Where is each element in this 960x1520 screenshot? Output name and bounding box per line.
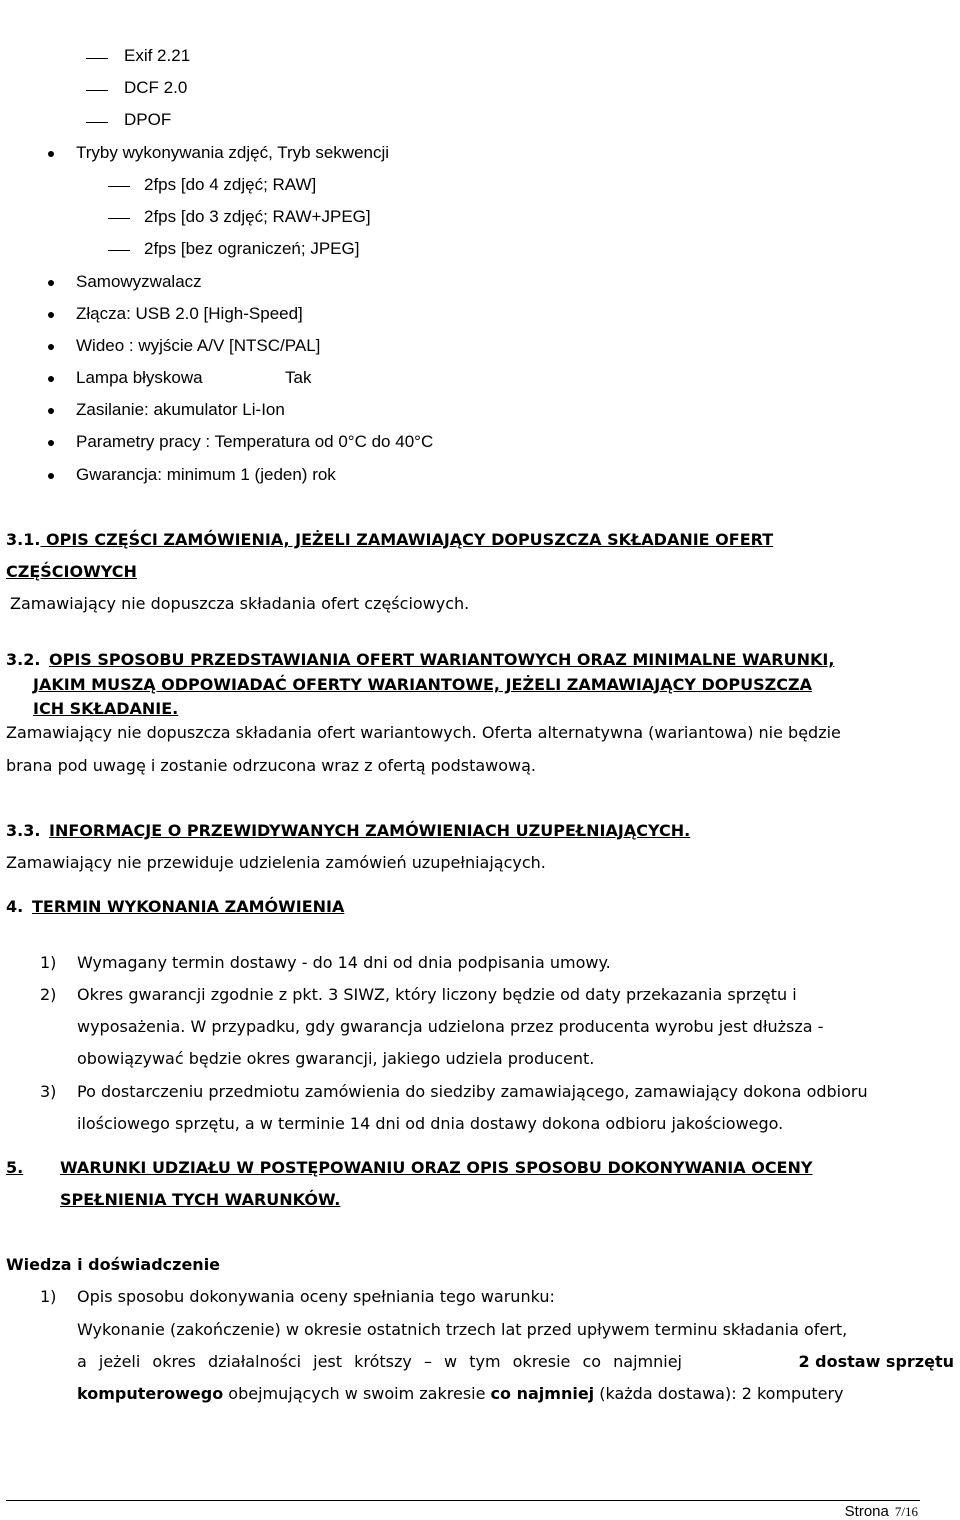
- list-item-line: obowiązywać będzie okres gwarancji, jakiego udziela producent.: [77, 1049, 595, 1068]
- section-number: 5.: [6, 1158, 24, 1177]
- section-title: INFORMACJE O PRZEWIDYWANYCH ZAMÓWIENIACH UZUPEŁNIAJĄCYCH.: [49, 821, 691, 840]
- section-title: WARUNKI UDZIAŁU W POSTĘPOWANIU ORAZ OPIS SPOSOBU DOKONYWANIA OCENY: [60, 1158, 813, 1177]
- emphasis-text: co najmniej: [490, 1384, 595, 1403]
- section-number: 3.1.: [6, 530, 41, 549]
- list-item-line: Po dostarczeniu przedmiotu zamówienia do siedziby zamawiającego, zamawiający dokona odbioru: [77, 1082, 868, 1101]
- list-item: Tryby wykonywania zdjęć, Tryb sekwencji: [76, 143, 390, 162]
- section-heading: [6, 530, 773, 550]
- bullet-marker: [48, 344, 54, 350]
- list-item: Gwarancja: minimum 1 (jeden) rok: [76, 465, 336, 484]
- paragraph-text: obejmujących w swoim zakresie: [228, 1384, 486, 1403]
- emphasis-text: 2 dostaw sprzętu: [798, 1352, 954, 1371]
- list-number: 2): [40, 985, 57, 1004]
- bullet-marker: [48, 440, 54, 446]
- bullet-marker: [48, 376, 54, 382]
- bullet-marker: [48, 408, 54, 414]
- section-title-continued: CZĘŚCIOWYCH: [6, 562, 137, 581]
- list-item: Złącza: USB 2.0 [High-Speed]: [76, 304, 303, 323]
- footer-rule: [6, 1500, 920, 1501]
- paragraph-line: [77, 1384, 954, 1404]
- footer-label: Strona: [844, 1503, 889, 1520]
- list-item: 2fps [bez ograniczeń; JPEG]: [144, 239, 360, 258]
- dash-marker: [108, 186, 130, 187]
- paragraph: Zamawiający nie dopuszcza składania ofert częściowych.: [10, 594, 470, 613]
- paragraph-text: Wykonanie (zakończenie) w okresie ostatnich trzech lat przed upływem terminu składania ofert,: [77, 1320, 848, 1339]
- section-title: OPIS CZĘŚCI ZAMÓWIENIA, JEŻELI ZAMAWIAJĄCY DOPUSZCZA SKŁADANIE OFERT: [40, 530, 774, 549]
- emphasis-text: komputerowego: [77, 1384, 224, 1403]
- bullet-marker: [48, 473, 54, 479]
- list-item-label: Lampa błyskowa: [76, 368, 203, 387]
- section-heading: [6, 650, 40, 670]
- list-item: Wideo : wyjście A/V [NTSC/PAL]: [76, 336, 321, 355]
- dash-marker: [86, 122, 108, 123]
- list-item: 2fps [do 4 zdjęć; RAW]: [144, 175, 317, 194]
- section-number: 3.2.: [6, 650, 41, 669]
- list-item: Exif 2.21: [124, 46, 191, 65]
- section-heading: [6, 821, 40, 841]
- list-number: 1): [40, 953, 57, 972]
- list-item: Zasilanie: akumulator Li-Ion: [76, 400, 285, 419]
- paragraph-line: [77, 1352, 954, 1372]
- section-number: 4.: [6, 897, 24, 916]
- dash-marker: [86, 90, 108, 91]
- paragraph-text: a jeżeli okres działalności jest krótszy – w tym okresie co najmniej: [77, 1352, 682, 1371]
- dash-marker: [108, 250, 130, 251]
- dash-marker: [86, 58, 108, 59]
- list-item: Parametry pracy : Temperatura od 0°C do 40°C: [76, 432, 434, 451]
- paragraph-line: Zamawiający nie dopuszcza składania ofert wariantowych. Oferta alternatywna (wariantowa) nie będzie: [6, 723, 841, 742]
- bullet-marker: [48, 280, 54, 286]
- paragraph-line: brana pod uwagę i zostanie odrzucona wraz z ofertą podstawową.: [6, 756, 537, 775]
- paragraph: Zamawiający nie przewiduje udzielenia zamówień uzupełniających.: [6, 853, 546, 872]
- list-number: 3): [40, 1082, 57, 1101]
- list-item: DPOF: [124, 110, 172, 129]
- list-item-line: Opis sposobu dokonywania oceny spełniania tego warunku:: [77, 1287, 555, 1306]
- page-number: 7/16: [894, 1504, 918, 1519]
- list-item-line: [77, 985, 954, 1005]
- paragraph: [6, 723, 954, 743]
- list-item: DCF 2.0: [124, 78, 188, 97]
- section-title-continued: SPEŁNIENIA TYCH WARUNKÓW.: [60, 1190, 341, 1209]
- dash-marker: [108, 218, 130, 219]
- subsection-heading: Wiedza i doświadczenie: [6, 1255, 221, 1274]
- section-number: 3.3.: [6, 821, 41, 840]
- section-title-continued: ICH SKŁADANIE.: [33, 699, 179, 718]
- paragraph-line: [77, 1320, 954, 1340]
- section-title: OPIS SPOSOBU PRZEDSTAWIANIA OFERT WARIANTOWYCH ORAZ MINIMALNE WARUNKI,: [49, 650, 835, 669]
- page-footer: [845, 1503, 918, 1520]
- list-item-line: ilościowego sprzętu, a w terminie 14 dni od dnia dostawy dokona odbioru jakościowego.: [77, 1114, 784, 1133]
- section-title: TERMIN WYKONANIA ZAMÓWIENIA: [32, 897, 345, 916]
- list-item: Samowyzwalacz: [76, 272, 202, 291]
- bullet-marker: [48, 151, 54, 157]
- list-item-value: Tak: [285, 368, 312, 387]
- list-number: 1): [40, 1287, 57, 1306]
- paragraph-text: (każda dostawa): 2 komputery: [599, 1384, 844, 1403]
- list-item-line: wyposażenia. W przypadku, gdy gwarancja udzielona przez producenta wyrobu jest dłuższa -: [77, 1017, 824, 1036]
- section-title-continued: JAKIM MUSZĄ ODPOWIADAĆ OFERTY WARIANTOWE, JEŻELI ZAMAWIAJĄCY DOPUSZCZA: [33, 675, 812, 694]
- list-item-line: Wymagany termin dostawy - do 14 dni od dnia podpisania umowy.: [77, 953, 611, 972]
- bullet-marker: [48, 312, 54, 318]
- list-item: 2fps [do 3 zdjęć; RAW+JPEG]: [144, 207, 371, 226]
- list-item-text: Okres gwarancji zgodnie z pkt. 3 SIWZ, który liczony będzie od daty przekazania sprzętu i: [77, 985, 797, 1004]
